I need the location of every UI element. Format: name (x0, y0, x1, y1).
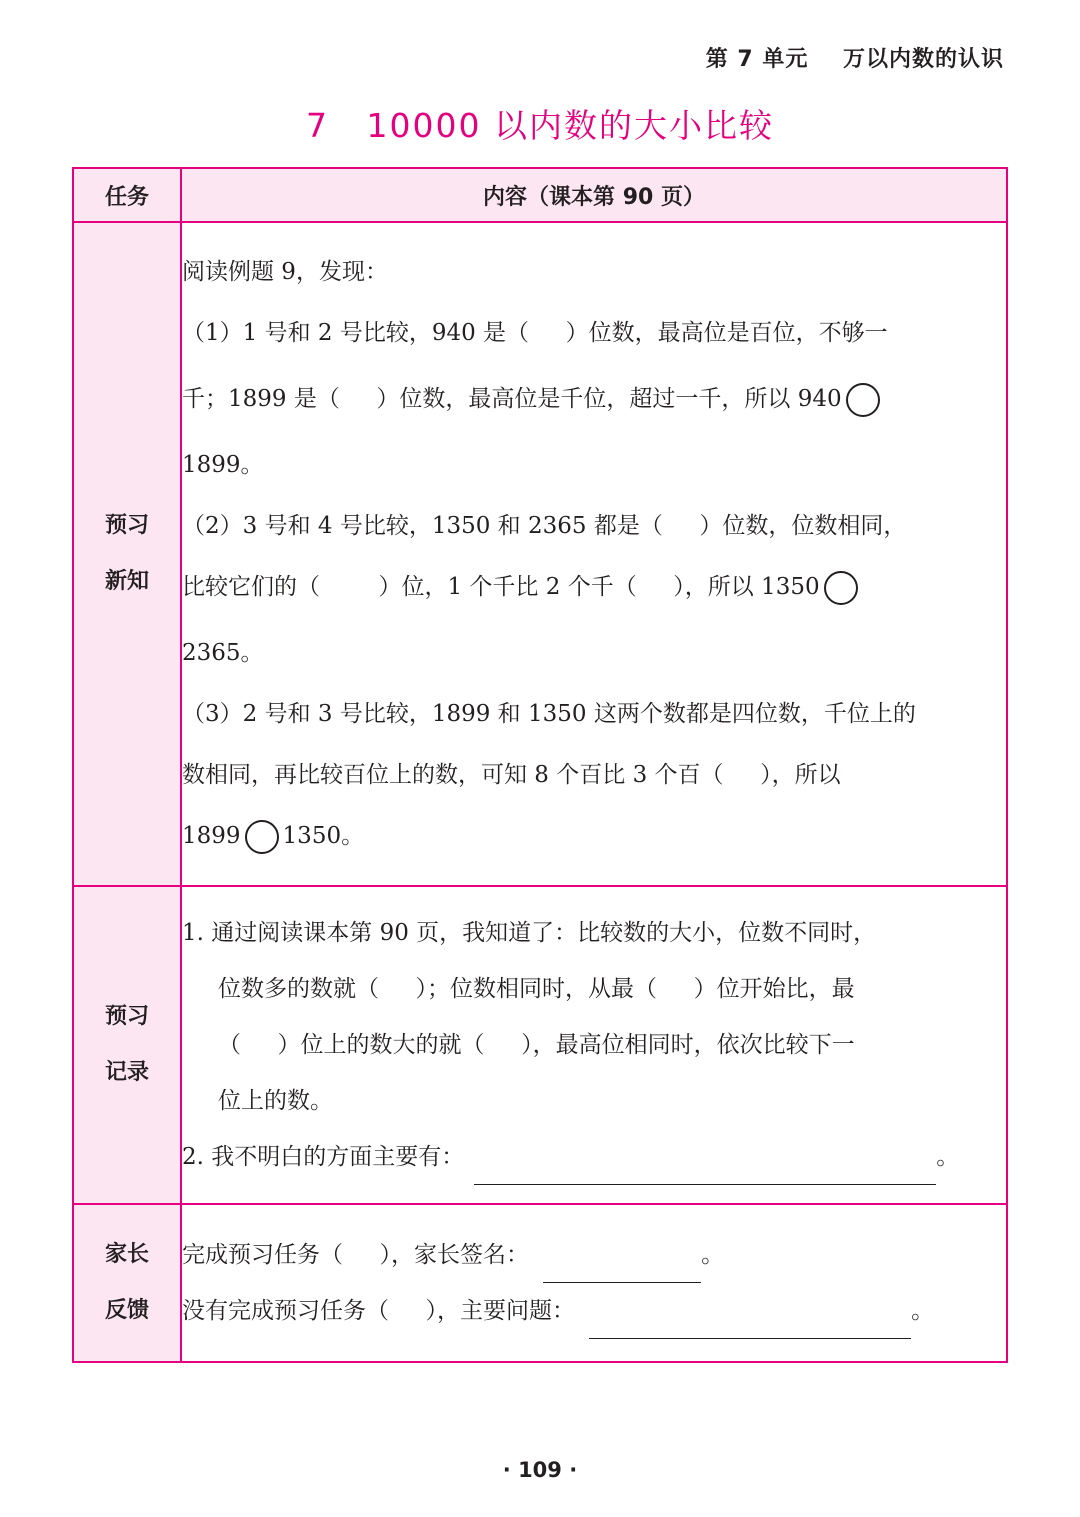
content-line: 位数多的数就（ ）；位数相同时，从最（ ）位开始比，最 (218, 976, 855, 1002)
column-header-content-label: 内容（课本第 90 页） (483, 184, 705, 210)
content-text: 。 (701, 1242, 725, 1268)
table-row-preview-new (73, 222, 1007, 886)
task-label-line1: 预习 (104, 1004, 149, 1029)
content-cell (181, 1204, 1007, 1362)
content-line: （1）1 号和 2 号比较，940 是（ ）位数，最高位是百位，不够一 (182, 320, 888, 346)
content-line-with-circle (182, 366, 1006, 432)
task-cell (73, 222, 181, 886)
content-line: 阅读例题 9，发现： (182, 259, 388, 285)
content-line: 数相同，再比较百位上的数，可知 8 个百比 3 个百（ ），所以 (182, 762, 841, 788)
table-row-parent-feedback (73, 1204, 1007, 1362)
content-line: 1. 通过阅读课本第 90 页，我知道了：比较数的大小，位数不同时， (182, 920, 877, 946)
content-cell (181, 886, 1007, 1204)
content-line: （3）2 号和 3 号比较，1899 和 1350 这两个数都是四位数，千位上的 (182, 701, 916, 727)
task-cell (73, 886, 181, 1204)
content-line-with-blank (182, 1129, 1006, 1185)
content-text: 。 (911, 1298, 935, 1324)
page-number: · 109 · (502, 1458, 578, 1482)
compare-circle[interactable] (846, 383, 880, 417)
content-line-with-circle (182, 554, 1006, 620)
content-line-with-blank (182, 1227, 1006, 1283)
content-text: 比较它们的（ ）位，1 个千比 2 个千（ ），所以 1350 (182, 574, 820, 600)
content-line-with-circle (182, 808, 1006, 864)
content-line-with-blank (182, 1283, 1006, 1339)
task-table (72, 167, 1008, 1363)
compare-circle[interactable] (824, 571, 858, 605)
unit-header: 第 7 单元 万以内数的认识 (705, 47, 1004, 72)
content-line: （2）3 号和 4 号比较，1350 和 2365 都是（ ）位数，位数相同， (182, 513, 907, 539)
signature-blank[interactable] (543, 1258, 701, 1283)
task-label-line2: 记录 (104, 1060, 149, 1085)
content-line: （ ）位上的数大的就（ ），最高位相同时，依次比较下一 (218, 1032, 855, 1058)
table-row-preview-record (73, 886, 1007, 1204)
content-text: 完成预习任务（ ），家长签名： (182, 1242, 530, 1268)
content-text: 。 (936, 1144, 960, 1170)
table-header-row (73, 168, 1007, 222)
task-cell (73, 1204, 181, 1362)
column-header-task: 任务 (73, 168, 181, 222)
task-label-line2: 新知 (104, 569, 149, 594)
content-cell (181, 222, 1007, 886)
compare-circle[interactable] (245, 820, 279, 854)
problem-blank[interactable] (589, 1314, 911, 1339)
lesson-title: 7 10000 以内数的大小比较 (306, 106, 774, 145)
content-text: 1899 (182, 823, 241, 849)
content-line: 位上的数。 (218, 1088, 333, 1114)
content-text: 1350。 (282, 823, 365, 849)
content-line: 2365。 (182, 640, 264, 666)
column-header-content (181, 168, 1007, 222)
answer-blank[interactable] (474, 1160, 936, 1185)
task-label-line1: 家长 (104, 1242, 149, 1267)
task-label-line1: 预习 (104, 513, 149, 538)
content-text: 千；1899 是（ ）位数，最高位是千位，超过一千，所以 940 (182, 386, 842, 412)
content-line: 1899。 (182, 452, 264, 478)
content-text: 2. 我不明白的方面主要有： (182, 1144, 465, 1170)
content-text: 没有完成预习任务（ ），主要问题： (182, 1298, 576, 1324)
task-label-line2: 反馈 (104, 1298, 149, 1323)
